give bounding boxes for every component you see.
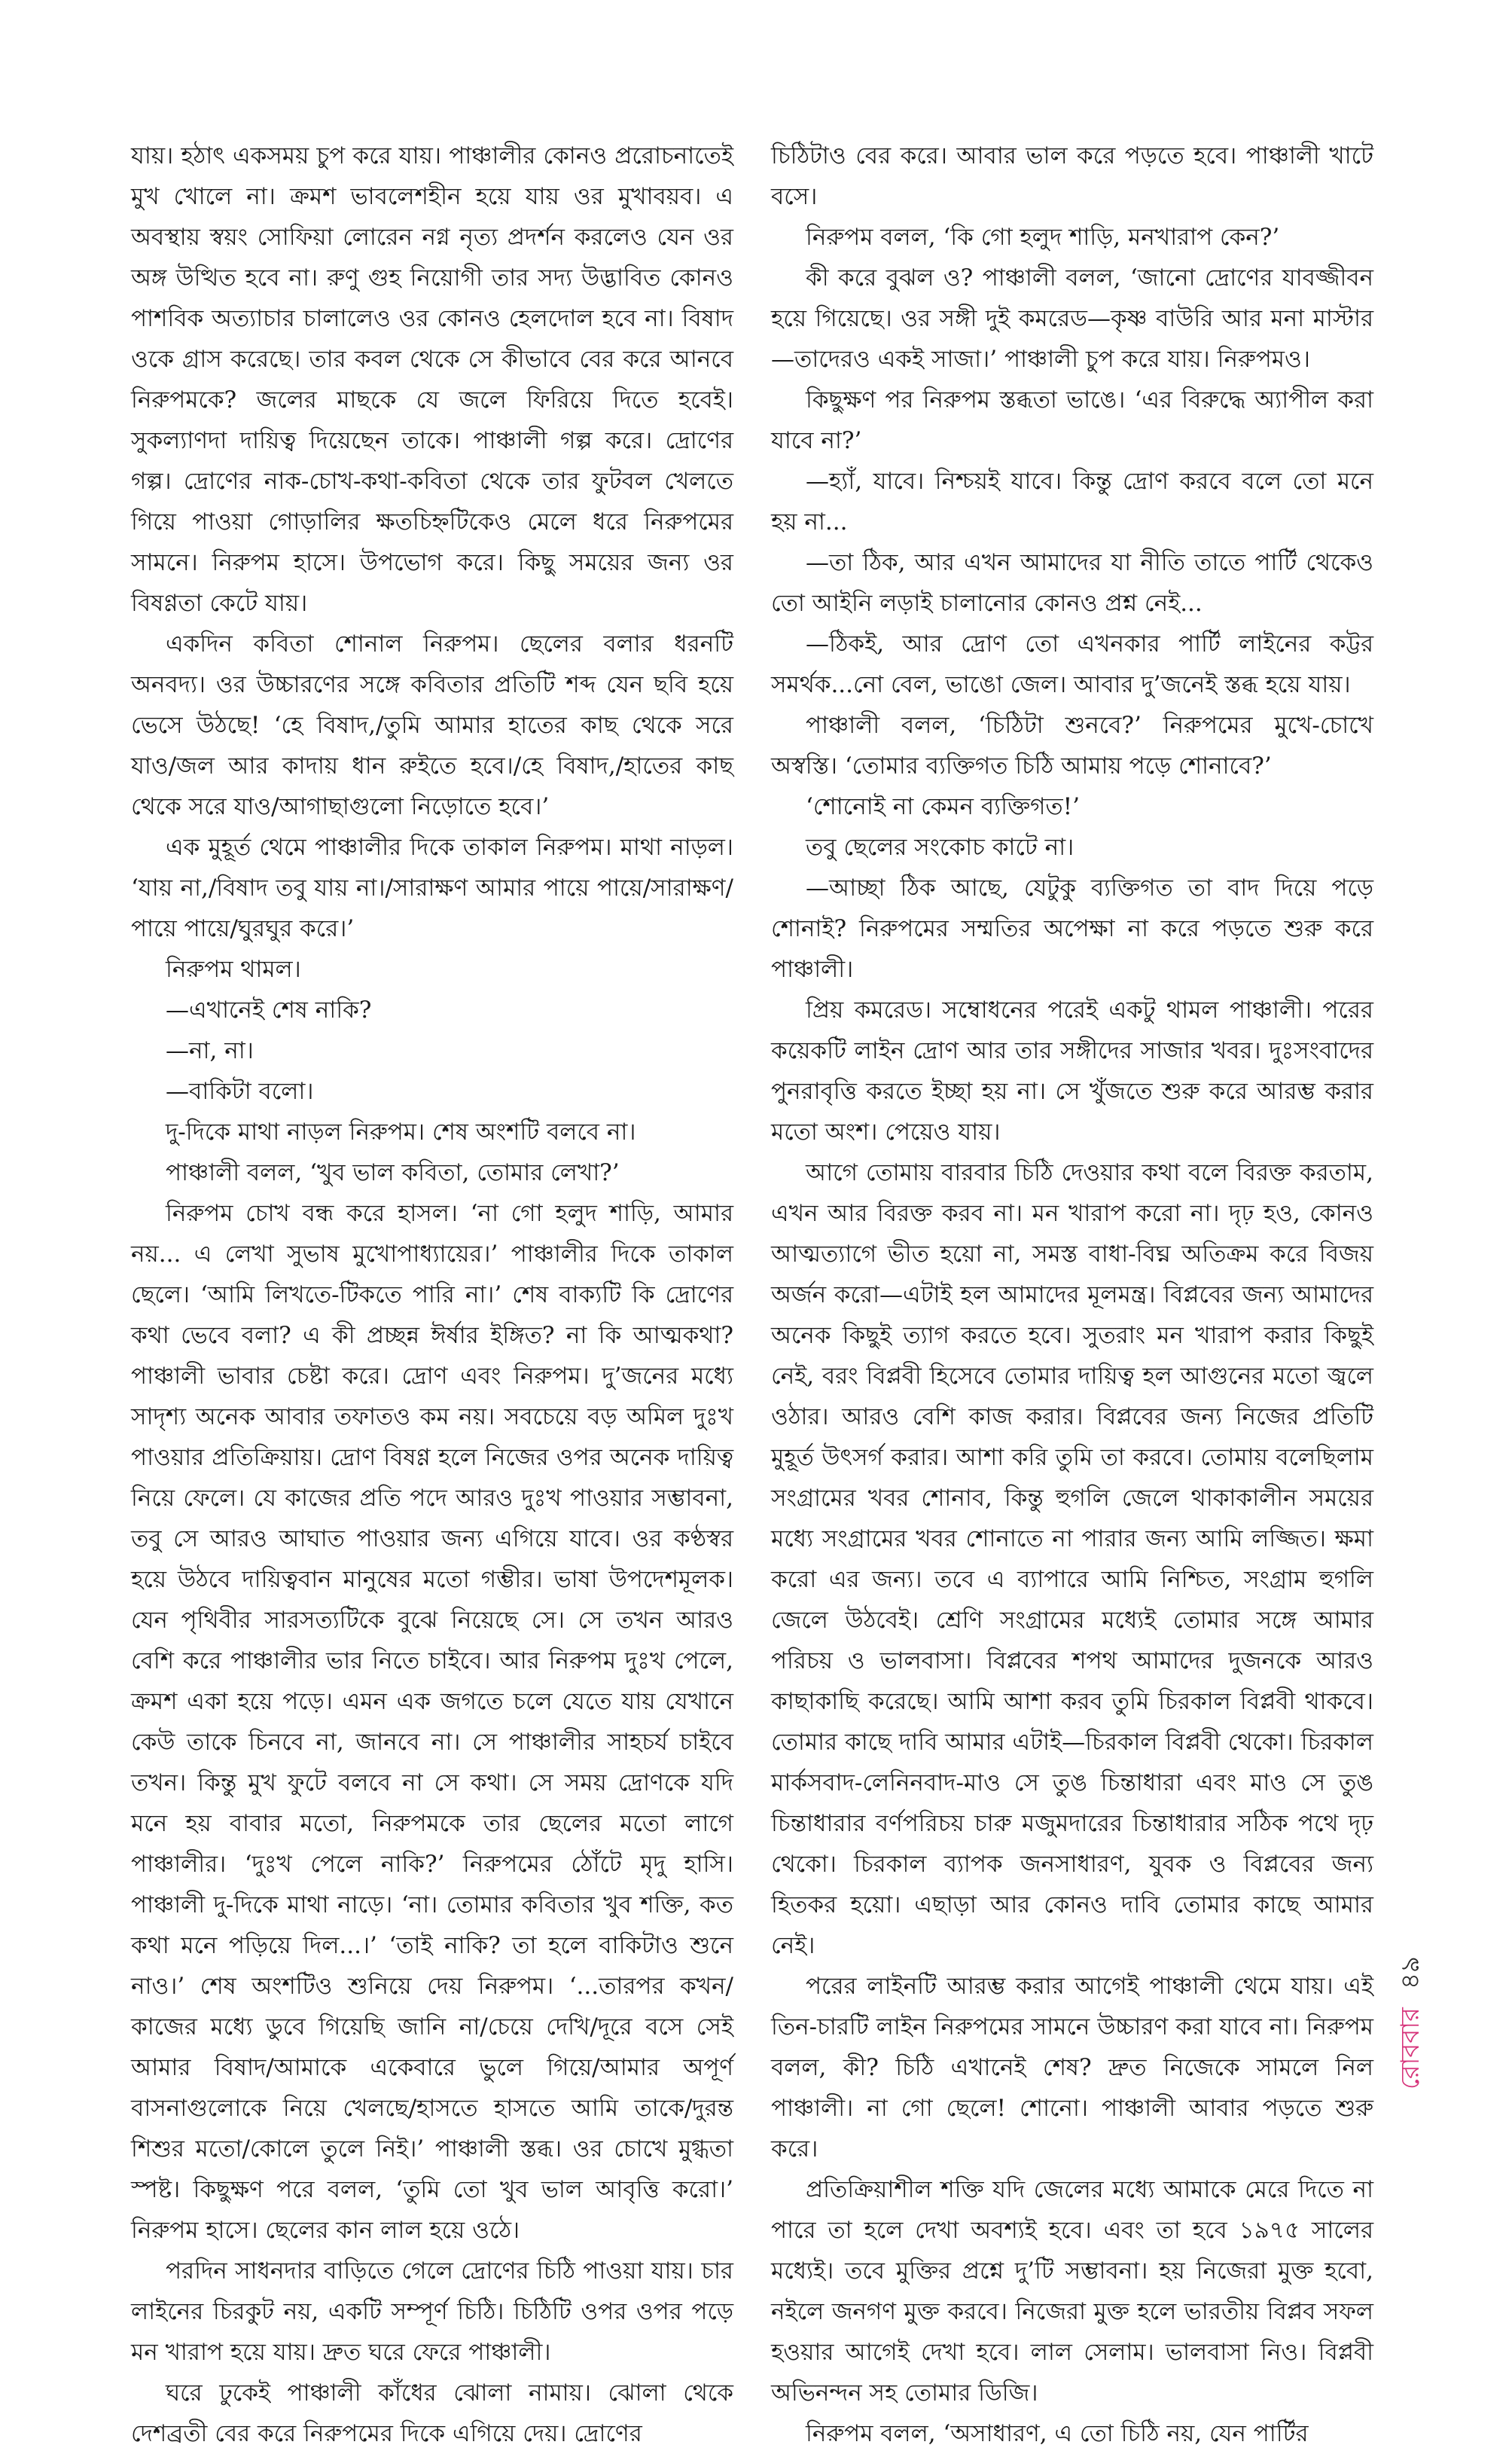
- paragraph: —হ্যাঁ, যাবে। নিশ্চয়ই যাবে। কিন্তু দ্রোণ করবে বলে তো মনে হয় না...: [771, 468, 1373, 536]
- right-text-column: [771, 136, 1373, 2454]
- paragraph: —আচ্ছা ঠিক আছে, যেটুকু ব্যক্তিগত তা বাদ দিয়ে পড়ে শোনাই? নিরুপমের সম্মতির অপেক্ষা না করে পড়তে শুরু করে পাঞ্চালী।: [771, 874, 1373, 983]
- paragraph: আগে তোমায় বারবার চিঠি দেওয়ার কথা বলে বিরক্ত করতাম, এখন আর বিরক্ত করব না। মন খারাপ করো না। দৃঢ় হও, কোনও আত্মত্যাগে ভীত হয়ো না, সমস্ত বাধা-বিঘ্ন অতিক্রম করে বিজয় অর্জন করো—এটাই হল আমাদের মূলমন্ত্র। বিপ্লবের জন্য আমাদের অনেক কিছুই ত্যাগ করতে হবে। সুতরাং মন খারাপ করার কিছুই নেই, বরং বিপ্লবী হিসেবে তোমার দায়িত্ব হল আগুনের মতো জ্বলে ওঠার। আরও বেশি কাজ করার। বিপ্লবের জন্য নিজের প্রতিটি মুহূর্ত উৎসর্গ করার। আশা করি তুমি তা করবে। তোমায় বলেছিলাম সংগ্রামের খবর শোনাব, কিন্তু হুগলি জেলে থাকাকালীন সময়ের মধ্যে সংগ্রামের খবর শোনাতে না পারার জন্য আমি লজ্জিত। ক্ষমা করো এর জন্য। তবে এ ব্যাপারে আমি নিশ্চিত, সংগ্রাম হুগলি জেলে উঠবেই। শ্রেণি সংগ্রামের মধ্যেই তোমার সঙ্গে আমার পরিচয় ও ভালবাসা। বিপ্লবের শপথ আমাদের দুজনকে আরও কাছাকাছি করেছে। আমি আশা করব তুমি চিরকাল বিপ্লবী থাকবে। তোমার কাছে দাবি আমার এটাই—চিরকাল বিপ্লবী থেকো। চিরকাল মার্কসবাদ-লেনিনবাদ-মাও সে তুঙ চিন্তাধারা এবং মাও সে তুঙ চিন্তাধারার বর্ণপরিচয় চারু মজুমদারের চিন্তাধারার সঠিক পথে দৃঢ় থেকো। চিরকাল ব্যাপক জনসাধারণ, যুবক ও বিপ্লবের জন্য হিতকর হয়ো। এছাড়া আর কোনও দাবি তোমার কাছে আমার নেই।: [771, 1159, 1373, 1959]
- paragraph: দু-দিকে মাথা নাড়ল নিরুপম। শেষ অংশটি বলবে না।: [166, 1119, 636, 1146]
- paragraph: এক মুহূর্ত থেমে পাঞ্চালীর দিকে তাকাল নিরুপম। মাথা নাড়ল। ‘যায় না,/বিষাদ তবু যায় না।/সারাক্ষণ আমার পায়ে পায়ে/সারাক্ষণ/পায়ে পায়ে/ঘুরঘুর করে।’: [131, 834, 733, 942]
- paragraph: কিছুক্ষণ পর নিরুপম স্তব্ধতা ভাঙে। ‘এর বিরুদ্ধে অ্যাপীল করা যাবে না?’: [771, 386, 1373, 454]
- paragraph: কী করে বুঝল ও? পাঞ্চালী বলল, ‘জানো দ্রোণের যাবজ্জীবন হয়ে গিয়েছে। ওর সঙ্গী দুই কমরেড—কৃষ্ণ বাউরি আর মনা মাস্টার—তাদেরও একই সাজা।’ পাঞ্চালী চুপ করে যায়। নিরুপমও।: [771, 264, 1373, 373]
- paragraph: নিরুপম বলল, ‘কি গো হলুদ শাড়ি, মনখারাপ কেন?’: [806, 224, 1280, 251]
- magazine-name: রোববার: [1395, 2007, 1425, 2089]
- left-text-column: [131, 136, 733, 2454]
- page-footer: [1382, 1864, 1442, 2181]
- paragraph: চিঠিটাও বের করে। আবার ভাল করে পড়তে হবে। পাঞ্চালী খাটে বসে।: [771, 142, 1373, 210]
- paragraph: তবু ছেলের সংকোচ কাটে না।: [806, 834, 1075, 861]
- paragraph: প্রিয় কমরেড। সম্বোধনের পরেই একটু থামল পাঞ্চালী। পরের কয়েকটি লাইন দ্রোণ আর তার সঙ্গীদের সাজার খবর। দুঃসংবাদের পুনরাবৃত্তি করতে ইচ্ছা হয় না। সে খুঁজতে শুরু করে আরম্ভ করার মতো অংশ। পেয়েও যায়।: [771, 997, 1373, 1146]
- paragraph: নিরুপম থামল।: [166, 956, 301, 983]
- paragraph: পরের লাইনটি আরম্ভ করার আগেই পাঞ্চালী থেমে যায়। এই তিন-চারটি লাইন নিরুপমের সামনে উচ্চারণ করা যাবে না। নিরুপম বলল, কী? চিঠি এখানেই শেষ? দ্রুত নিজেকে সামলে নিল পাঞ্চালী। না গো ছেলে! শোনো। পাঞ্চালী আবার পড়তে শুরু করে।: [771, 1973, 1373, 2163]
- paragraph: —এখানেই শেষ নাকি?: [166, 997, 372, 1024]
- paragraph: পাঞ্চালী বলল, ‘খুব ভাল কবিতা, তোমার লেখা?’: [166, 1159, 620, 1186]
- paragraph: যায়। হঠাৎ একসময় চুপ করে যায়। পাঞ্চালীর কোনও প্ররোচনাতেই মুখ খোলে না। ক্রমশ ভাবলেশহীন হয়ে যায় ওর মুখাবয়ব। এ অবস্থায় স্বয়ং সোফিয়া লোরেন নগ্ন নৃত্য প্রদর্শন করলেও যেন ওর অঙ্গ উত্থিত হবে না। রুণু গুহ নিয়োগী তার সদ্য উদ্ভাবিত কোনও পাশবিক অত্যাচার চালালেও ওর কোনও হেলদোল হবে না। বিষাদ ওকে গ্রাস করেছে। তার কবল থেকে সে কীভাবে বের করে আনবে নিরুপমকে? জলের মাছকে যে জলে ফিরিয়ে দিতে হবেই। সুকল্যাণদা দায়িত্ব দিয়েছেন তাকে। পাঞ্চালী গল্প করে। দ্রোণের গল্প। দ্রোণের নাক-চোখ-কথা-কবিতা থেকে তার ফুটবল খেলতে গিয়ে পাওয়া গোড়ালির ক্ষতচিহ্নটিকেও মেলে ধরে নিরুপমের সামনে। নিরুপম হাসে। উপভোগ করে। কিছু সময়ের জন্য ওর বিষণ্ণতা কেটে যায়।: [131, 142, 733, 617]
- page-number: ৪৯: [1395, 1955, 1425, 1989]
- paragraph: —তা ঠিক, আর এখন আমাদের যা নীতি তাতে পার্টি থেকেও তো আইনি লড়াই চালানোর কোনও প্রশ্ন নেই...: [771, 549, 1373, 617]
- paragraph: —ঠিকই, আর দ্রোণ তো এখনকার পার্টি লাইনের কট্টর সমর্থক...নো বেল, ভাঙো জেল। আবার দু’জনেই স্তব্ধ হয়ে যায়।: [771, 630, 1373, 698]
- paragraph: ‘শোনোই না কেমন ব্যক্তিগত!’: [806, 793, 1080, 820]
- paragraph: পাঞ্চালী বলল, ‘চিঠিটা শুনবে?’ নিরুপমের মুখে-চোখে অস্বস্তি। ‘তোমার ব্যক্তিগত চিঠি আমায় পড়ে শোনাবে?’: [771, 712, 1373, 780]
- paragraph: নিরুপম চোখ বন্ধ করে হাসল। ‘না গো হলুদ শাড়ি, আমার নয়... এ লেখা সুভাষ মুখোপাধ্যায়ের।’ পাঞ্চালীর দিকে তাকাল ছেলে। ‘আমি লিখতে-টিকতে পারি না।’ শেষ বাক্যটি কি দ্রোণের কথা ভেবে বলা? এ কী প্রচ্ছন্ন ঈর্ষার ইঙ্গিত? না কি আত্মকথা? পাঞ্চালী ভাবার চেষ্টা করে। দ্রোণ এবং নিরুপম। দু’জনের মধ্যে সাদৃশ্য অনেক আবার তফাতও কম নয়। সবচেয়ে বড় অমিল দুঃখ পাওয়ার প্রতিক্রিয়ায়। দ্রোণ বিষণ্ণ হলে নিজের ওপর অনেক দায়িত্ব নিয়ে ফেলে। যে কাজের প্রতি পদে আরও দুঃখ পাওয়ার সম্ভাবনা, তবু সে আরও আঘাত পাওয়ার জন্য এগিয়ে যাবে। ওর কণ্ঠস্বর হয়ে উঠবে দায়িত্ববান মানুষের মতো গম্ভীর। ভাষা উপদেশমূলক। যেন পৃথিবীর সারসত্যটিকে বুঝে নিয়েছে সে। সে তখন আরও বেশি করে পাঞ্চালীর ভার নিতে চাইবে। আর নিরুপম দুঃখ পেলে, ক্রমশ একা হয়ে পড়ে। এমন এক জগতে চলে যেতে যায় যেখানে কেউ তাকে চিনবে না, জানবে না। সে পাঞ্চালীর সাহচর্য চাইবে তখন। কিন্তু মুখ ফুটে বলবে না সে কথা। সে সময় দ্রোণকে যদি মনে হয় বাবার মতো, নিরুপমকে তার ছেলের মতো লাগে পাঞ্চালীর। ‘দুঃখ পেলে নাকি?’ নিরুপমের ঠোঁটে মৃদু হাসি। পাঞ্চালী দু-দিকে মাথা নাড়ে। ‘না। তোমার কবিতার খুব শক্তি, কত কথা মনে পড়িয়ে দিল...।’ ‘তাই নাকি? তা হলে বাকিটাও শুনে নাও।’ শেষ অংশটিও শুনিয়ে দেয় নিরুপম। ‘...তারপর কখন/কাজের মধ্যে ডুবে গিয়েছি জানি না/চেয়ে দেখি/দূরে বসে সেই আমার বিষাদ/আমাকে একেবারে ভুলে গিয়ে/আমার অপূর্ণ বাসনাগুলোকে নিয়ে খেলছে/হাসতে হাসতে আমি তাকে/দুরন্ত শিশুর মতো/কোলে তুলে নিই।’ পাঞ্চালী স্তব্ধ। ওর চোখে মুগ্ধতা স্পষ্ট। কিছুক্ষণ পরে বলল, ‘তুমি তো খুব ভাল আবৃত্তি করো।’ নিরুপম হাসে। ছেলের কান লাল হয়ে ওঠে।: [131, 1200, 733, 2244]
- paragraph: ঘরে ঢুকেই পাঞ্চালী কাঁধের ঝোলা নামায়। ঝোলা থেকে দেশব্রতী বের করে নিরুপমের দিকে এগিয়ে দেয়। দ্রোণের: [131, 2379, 733, 2447]
- paragraph: —বাকিটা বলো।: [166, 1078, 314, 1105]
- paragraph: —না, না।: [166, 1037, 254, 1064]
- paragraph: একদিন কবিতা শোনাল নিরুপম। ছেলের বলার ধরনটি অনবদ্য। ওর উচ্চারণের সঙ্গে কবিতার প্রতিটি শব্দ যেন ছবি হয়ে ভেসে উঠছে! ‘হে বিষাদ,/তুমি আমার হাতের কাছ থেকে সরে যাও/জল আর কাদায় ধান রুইতে হবে।/হে বিষাদ,/হাতের কাছ থেকে সরে যাও/আগাছাগুলো নিড়োতে হবে।’: [131, 630, 733, 820]
- paragraph: প্রতিক্রিয়াশীল শক্তি যদি জেলের মধ্যে আমাকে মেরে দিতে না পারে তা হলে দেখা অবশ্যই হবে। এবং তা হবে ১৯৭৫ সালের মধ্যেই। তবে মুক্তির প্রশ্নে দু’টি সম্ভাবনা। হয় নিজেরা মুক্ত হবো, নইলে জনগণ মুক্ত করবে। নিজেরা মুক্ত হলে ভারতীয় বিপ্লব সফল হওয়ার আগেই দেখা হবে। লাল সেলাম। ভালবাসা নিও। বিপ্লবী অভিনন্দন সহ তোমার ডিজি।: [771, 2176, 1373, 2407]
- paragraph: পরদিন সাধনদার বাড়িতে গেলে দ্রোণের চিঠি পাওয়া যায়। চার লাইনের চিরকুট নয়, একটি সম্পূর্ণ চিঠি। চিঠিটি ওপর ওপর পড়ে মন খারাপ হয়ে যায়। দ্রুত ঘরে ফেরে পাঞ্চালী।: [131, 2257, 733, 2366]
- paragraph: নিরুপম বলল, ‘অসাধারণ, এ তো চিঠি নয়, যেন পার্টির: [806, 2420, 1309, 2447]
